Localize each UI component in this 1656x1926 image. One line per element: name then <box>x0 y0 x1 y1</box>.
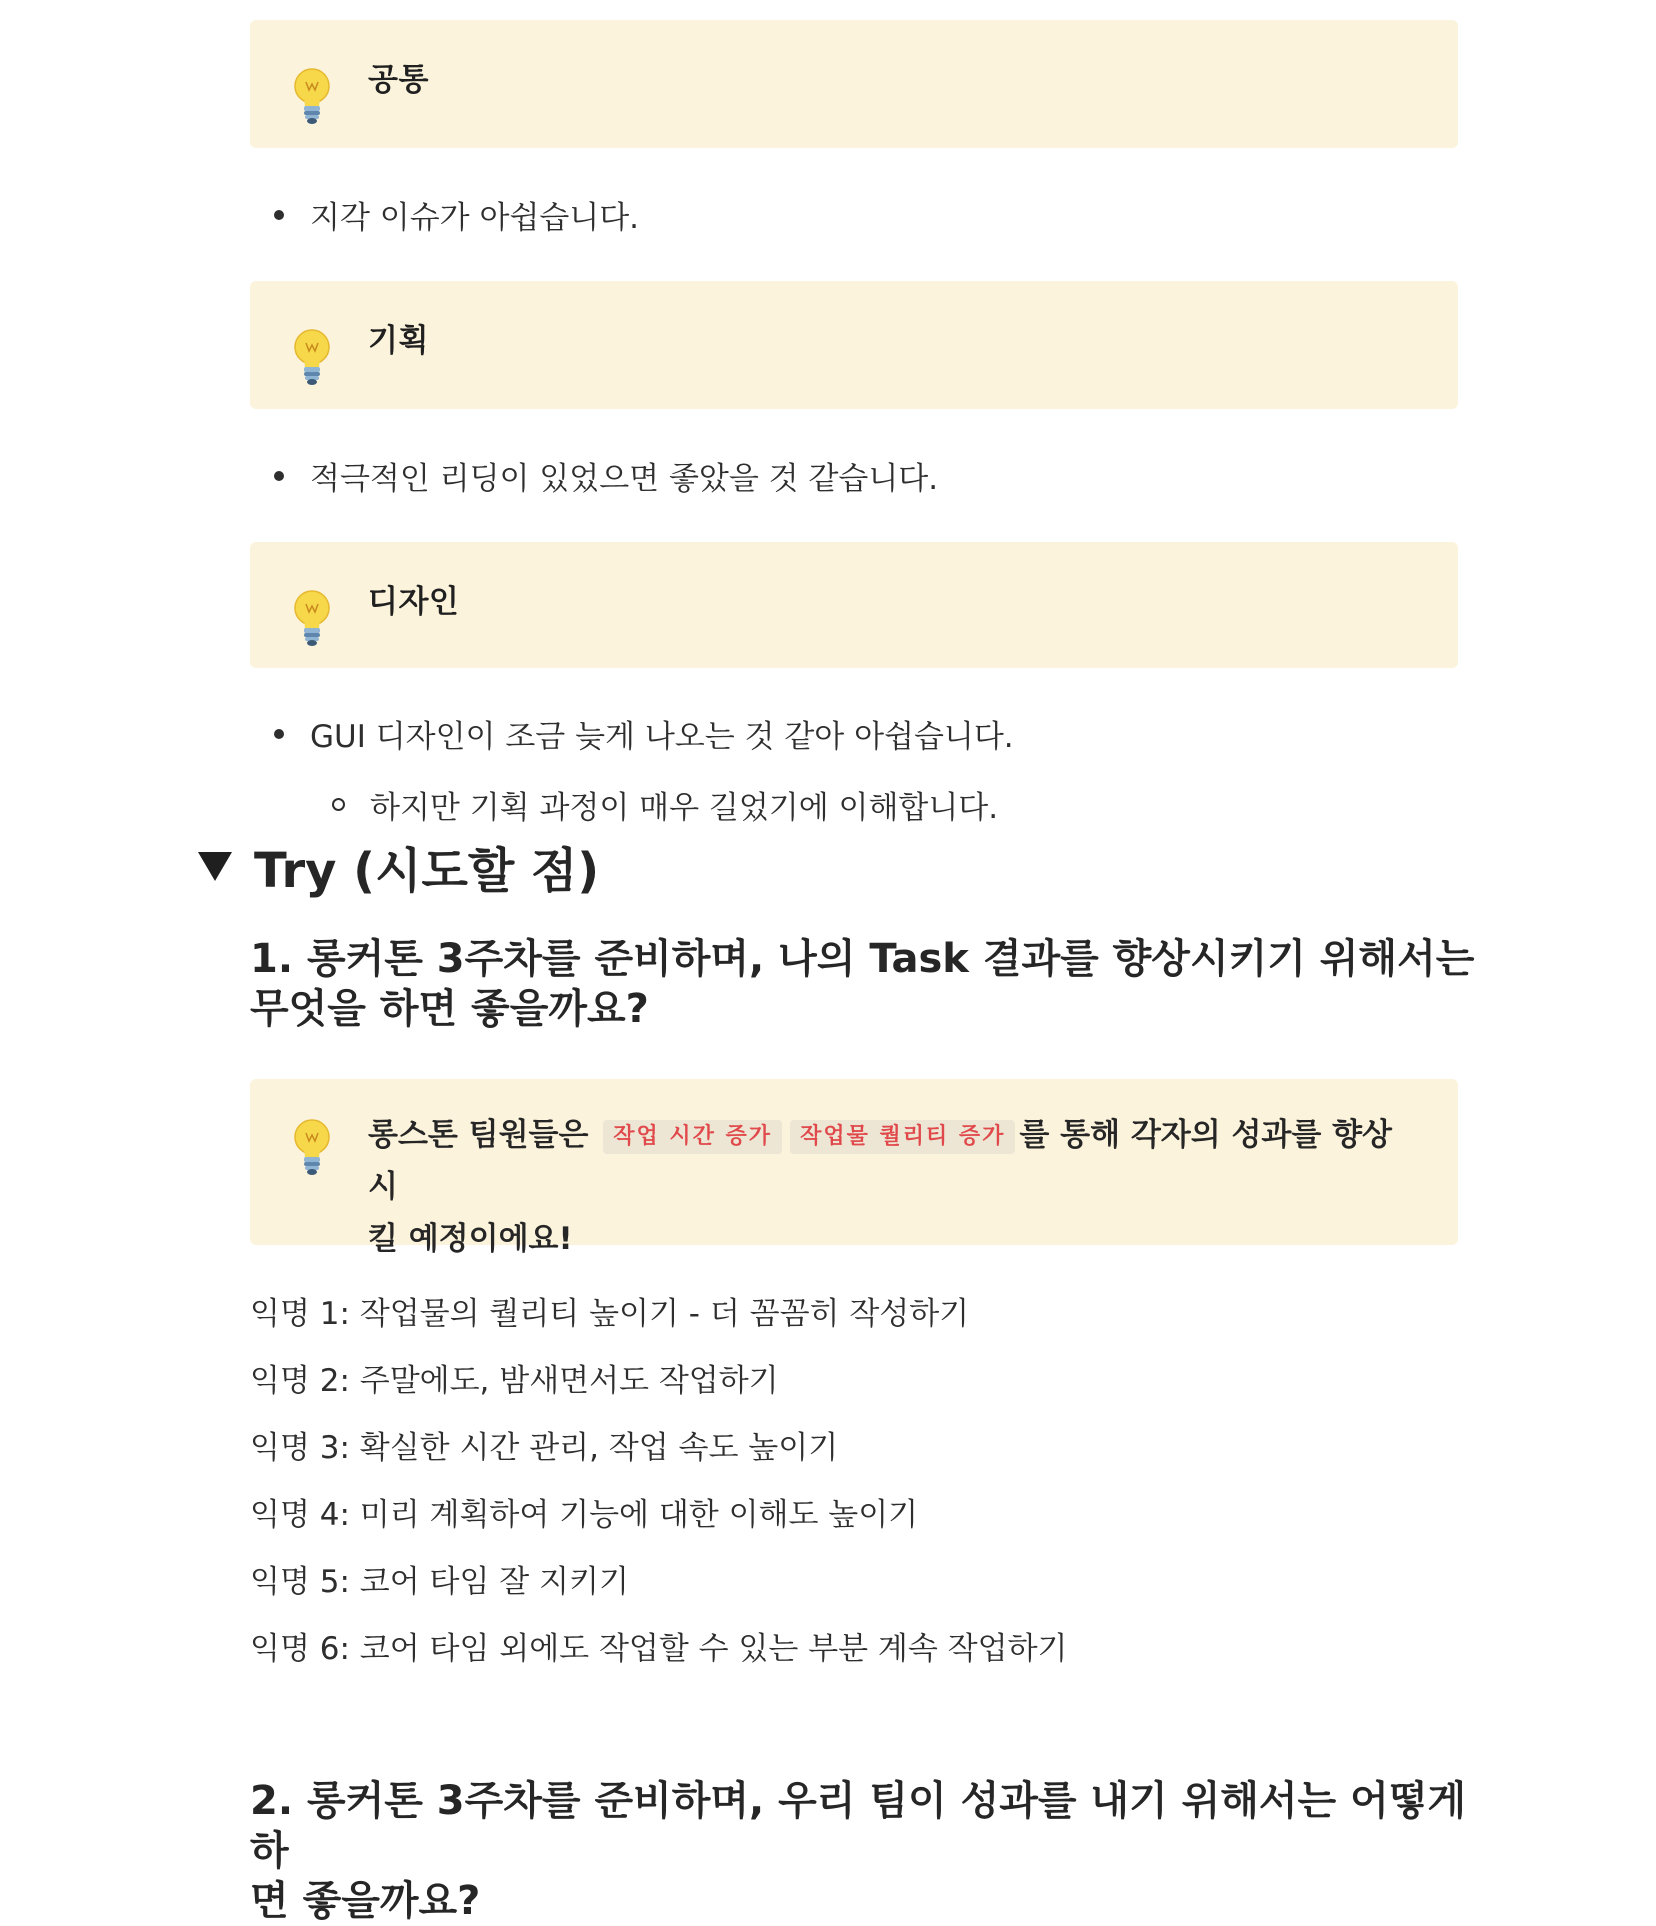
lightbulb-icon <box>292 1119 332 1175</box>
answer-line: 익명 4: 미리 계획하여 기능에 대한 이해도 높이기 <box>250 1497 919 1533</box>
tag-quality: 작업물 퀄리티 증가 <box>790 1120 1015 1154</box>
list-item: GUI 디자인이 조금 늦게 나오는 것 같아 아쉽습니다. <box>310 719 1014 755</box>
toggle-title: Try (시도할 점) <box>254 843 600 899</box>
try-toggle[interactable] <box>198 832 599 901</box>
circle-bullet <box>332 798 345 811</box>
answer-line: 익명 6: 코어 타임 외에도 작업할 수 있는 부분 계속 작업하기 <box>250 1631 1068 1667</box>
triangle-down-icon[interactable] <box>198 852 232 881</box>
callout-title: 공통 <box>368 62 429 98</box>
list-item: 지각 이슈가 아쉽습니다. <box>310 200 640 236</box>
callout-title: 기획 <box>368 323 429 359</box>
question-2-heading <box>250 1776 1480 1926</box>
callout-body <box>368 1109 1408 1265</box>
callout-text: 롱스톤 팀원들은 <box>368 1117 589 1153</box>
sub-list-item: 하지만 기획 과정이 매우 길었기에 이해합니다. <box>370 790 999 826</box>
answer-line: 익명 5: 코어 타임 잘 지키기 <box>250 1564 629 1600</box>
disc-bullet <box>274 210 284 220</box>
lightbulb-icon <box>292 590 332 646</box>
callout-text: 를 통해 각자의 성과를 향상시 <box>368 1117 1392 1205</box>
callout-design <box>250 542 1458 668</box>
callout-summary <box>250 1079 1458 1257</box>
answer-line: 익명 2: 주말에도, 밤새면서도 작업하기 <box>250 1363 779 1399</box>
callout-text: 킬 예정이에요! <box>368 1221 573 1257</box>
disc-bullet <box>274 729 284 739</box>
heading-line: 면 좋을까요? <box>250 1878 481 1924</box>
callout-planning <box>250 281 1458 409</box>
heading-line: 1. 롱커톤 3주차를 준비하며, 나의 Task 결과를 향상시키기 위해서는 <box>250 936 1475 982</box>
answer-line: 익명 1: 작업물의 퀄리티 높이기 - 더 꼼꼼히 작성하기 <box>250 1296 970 1332</box>
heading-line: 2. 롱커톤 3주차를 준비하며, 우리 팀이 성과를 내기 위해서는 어떻게 하 <box>250 1778 1467 1874</box>
lightbulb-icon <box>292 68 332 124</box>
answer-line: 익명 3: 확실한 시간 관리, 작업 속도 높이기 <box>250 1430 839 1466</box>
tag-work-time: 작업 시간 증가 <box>603 1120 782 1154</box>
question-1-heading <box>250 934 1480 1034</box>
list-item: 적극적인 리딩이 있었으면 좋았을 것 같습니다. <box>310 461 939 497</box>
heading-line: 무엇을 하면 좋을까요? <box>250 986 649 1032</box>
callout-title: 디자인 <box>368 584 460 620</box>
lightbulb-icon <box>292 329 332 385</box>
callout-common <box>250 20 1458 148</box>
disc-bullet <box>274 471 284 481</box>
